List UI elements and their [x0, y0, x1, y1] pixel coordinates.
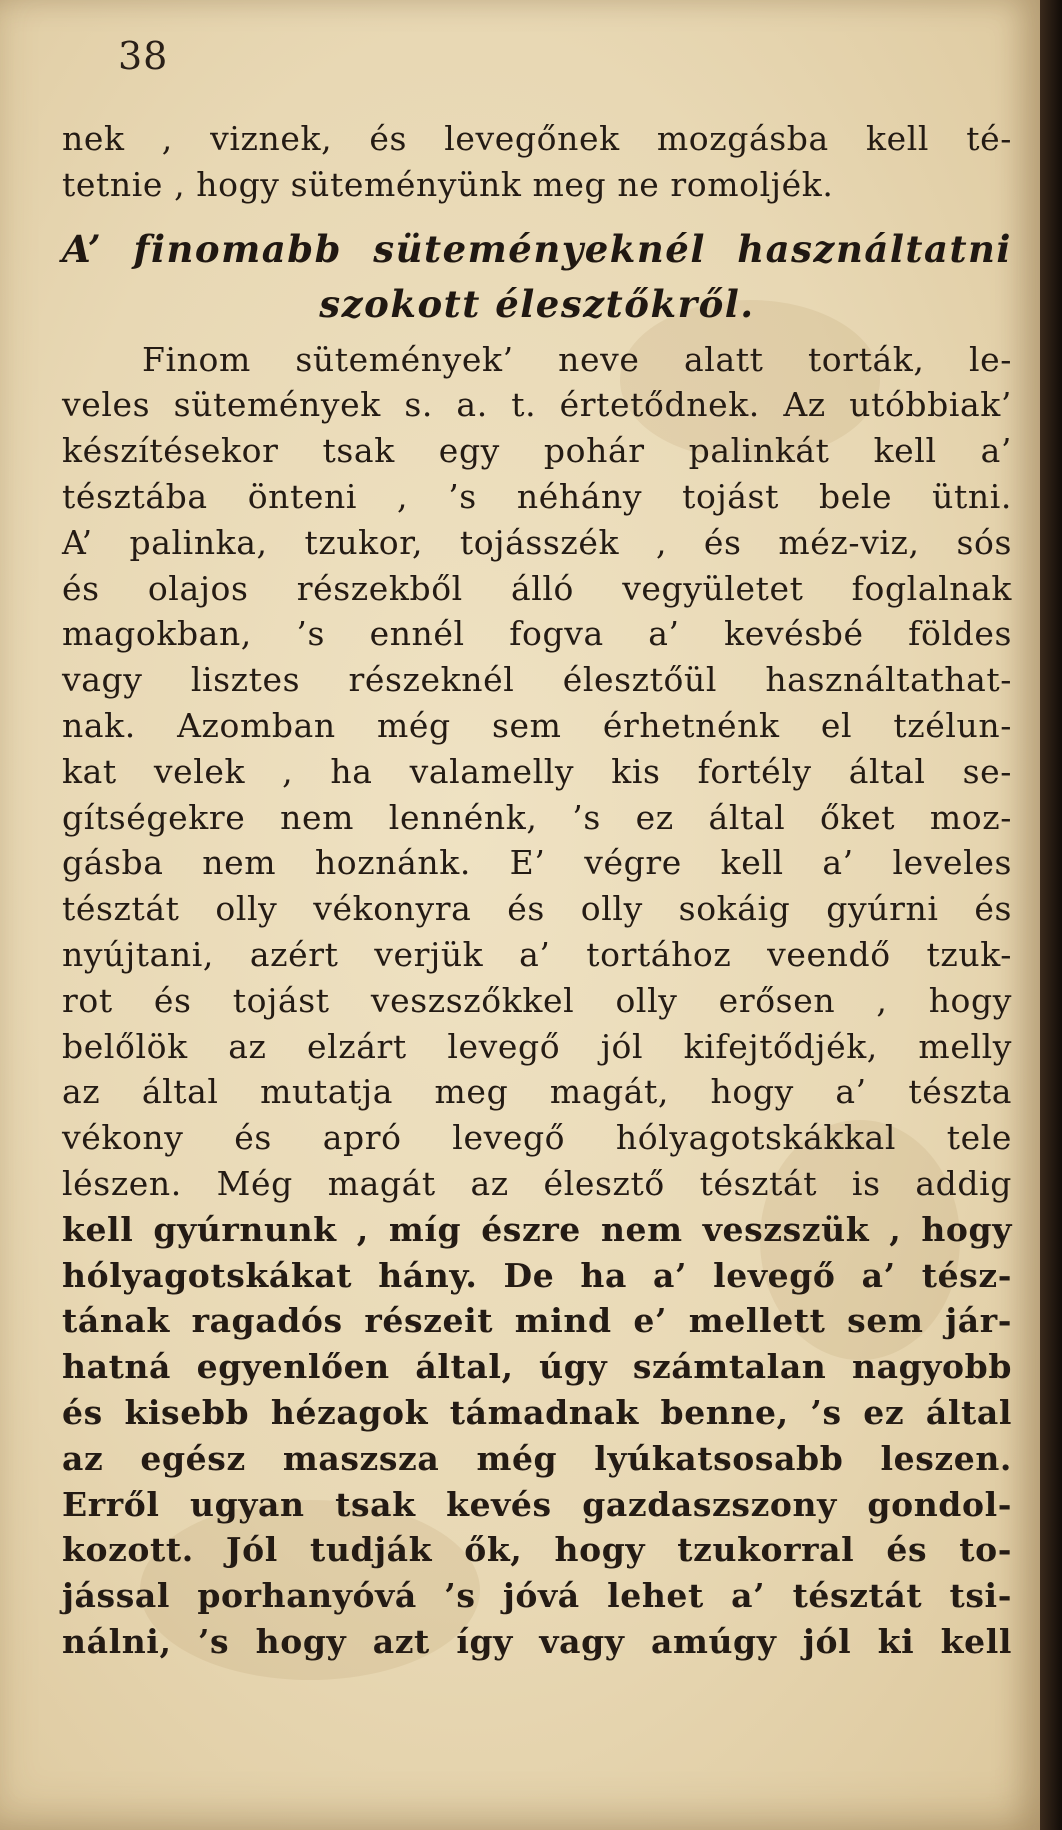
text-line: készítésekor tsak egy pohár palinkát kell a’: [62, 431, 1012, 471]
text-line-bold: az egész maszsza még lyúkatsosabb leszen.: [62, 1438, 1012, 1478]
text-line-bold: Erről ugyan tsak kevés gazdaszszony gondol-: [62, 1484, 1012, 1524]
text-line: és olajos részekből álló vegyületet foglalnak: [62, 568, 1012, 608]
text-line: lészen. Még magát az élesztő tésztát is addig: [62, 1163, 1012, 1203]
text-line-bold: hatná egyenlően által, úgy számtalan nagyobb: [62, 1347, 1012, 1387]
text-line-bold: kell gyúrnunk , míg észre nem veszszük , hogy: [62, 1209, 1012, 1249]
text-line-bold: jással porhanyóvá ’s jóvá lehet a’ tésztát tsi-: [62, 1576, 1012, 1616]
section-heading-line-2: szokott élesztőkről.: [319, 281, 755, 326]
text-line: az által mutatja meg magát, hogy a’ tészta: [62, 1072, 1012, 1112]
text-line: magokban, ’s ennél fogva a’ kevésbé földes: [62, 614, 1012, 654]
section-heading-line-1: A’ finomabb süteményeknél használtatni: [62, 226, 1012, 271]
text-line: tésztát olly vékonyra és olly sokáig gyúrni és: [62, 889, 1012, 929]
text-line: belőlök az elzárt levegő jól kifejtődjék, melly: [62, 1026, 1012, 1066]
text-line: nyújtani, azért verjük a’ tortához veendő tzuk-: [62, 934, 1012, 974]
text-line-bold: tának ragadós részeit mind e’ mellett sem jár-: [62, 1301, 1012, 1341]
text-line-bold: kozott. Jól tudják ők, hogy tzukorral és to-: [62, 1530, 1012, 1570]
text-line: rot és tojást veszszőkkel olly erősen , hogy: [62, 980, 1012, 1020]
body-text: [62, 116, 1012, 1665]
text-line: nak. Azomban még sem érhetnénk el tzélun-: [62, 705, 1012, 745]
text-line: tetnie , hogy süteményünk meg ne romoljék.: [62, 164, 834, 204]
text-line: tésztába önteni , ’s néhány tojást bele ütni.: [62, 476, 1012, 516]
text-line: vékony és apró levegő hólyagotskákkal tele: [62, 1118, 1012, 1158]
text-line: vagy lisztes részeknél élesztőül használtathat-: [62, 660, 1012, 700]
text-line: gásba nem hoznánk. E’ végre kell a’ leveles: [62, 843, 1012, 883]
page-number: 38: [118, 34, 169, 78]
text-line-bold: hólyagotskákat hány. De ha a’ levegő a’ tész-: [62, 1255, 1012, 1295]
paragraph-first-line: Finom sütemények’ neve alatt torták, le-: [142, 339, 1012, 379]
text-line-bold: és kisebb hézagok támadnak benne, ’s ez által: [62, 1392, 1012, 1432]
text-line: A’ palinka, tzukor, tojásszék , és méz-viz, sós: [62, 522, 1012, 562]
text-line: kat velek , ha valamelly kis fortély által se-: [62, 751, 1012, 791]
text-line: gítségekre nem lennénk, ’s ez által őket moz-: [62, 797, 1012, 837]
book-spine-edge: [1040, 0, 1062, 1830]
text-line: nek , viznek, és levegőnek mozgásba kell té-: [62, 119, 1012, 158]
text-line-bold: nálni, ’s hogy azt így vagy amúgy jól ki kell: [62, 1621, 1012, 1661]
text-line: veles sütemények s. a. t. értetődnek. Az utóbbiak’: [62, 385, 1012, 425]
